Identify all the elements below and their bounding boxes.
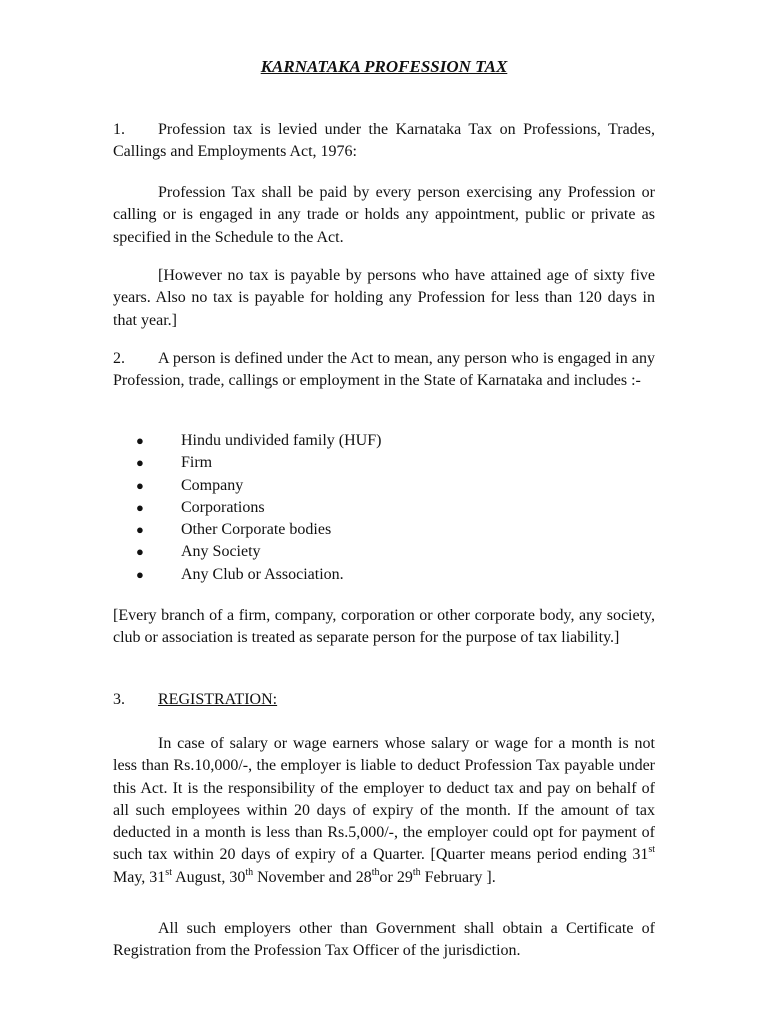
list-item-text: Firm — [181, 454, 213, 472]
date-day: 29 — [396, 868, 413, 886]
list-item — [113, 564, 655, 586]
date-day: 31 — [149, 868, 166, 886]
date-text: May, — [113, 868, 150, 886]
section-3 — [113, 689, 655, 711]
ordinal-suffix: th — [245, 866, 254, 878]
list-item-text: Company — [181, 476, 244, 494]
section-1-paragraph-2: [However no tax is payable by persons who have attained age of sixty five years. Also no tax is payable for holding any Profession for less than 120 days in that year.] — [113, 267, 655, 329]
list-item-text: Corporations — [181, 498, 265, 516]
bullet-icon: ● — [136, 566, 144, 582]
section-3-number: 3. — [113, 691, 125, 708]
date-day: 31 — [632, 846, 649, 864]
section-2-number: 2. — [113, 350, 125, 367]
date-text: August, — [171, 868, 230, 886]
bullet-icon: ● — [136, 522, 144, 538]
date-text: November and — [253, 868, 356, 886]
list-item-text: Any Club or Association. — [181, 565, 344, 583]
list-item — [113, 430, 655, 452]
bullet-icon: ● — [136, 544, 144, 560]
ordinal-suffix: th — [412, 866, 421, 878]
registration-text: In case of salary or wage earners whose salary or wage for a month is not less than Rs.10,000/-, the employer is liable to deduct Profession Tax payable under this Act. It is the responsibility of the employer to deduct tax and pay on behalf of all such employees within 20 days of expiry of the month. If the amount of tax deducted in a month is less than Rs.5,000/-, the employer could opt for payment of such tax within 20 days of expiry of a Quarter. [Quarter means period ending — [113, 735, 655, 864]
date-day: 30 — [229, 868, 246, 886]
document-title: KARNATAKA PROFESSION TAX — [260, 57, 508, 76]
date-text: February ]. — [420, 868, 496, 886]
ordinal-suffix: st — [165, 866, 172, 878]
section-1 — [113, 119, 655, 164]
ordinal-suffix: th — [371, 866, 380, 878]
list-item — [113, 497, 655, 519]
date-text: or — [379, 868, 397, 886]
list-item — [113, 519, 655, 541]
section-2-text: A person is defined under the Act to mean, any person who is engaged in any Profession, trade, callings or employment in the State of Karnataka and includes :- — [113, 350, 655, 390]
list-item — [113, 475, 655, 497]
section-3-heading: REGISTRATION: — [158, 691, 278, 708]
list-item-text: Hindu undivided family (HUF) — [181, 432, 382, 449]
entity-list — [113, 430, 655, 586]
list-item — [113, 541, 655, 563]
date-day: 28 — [355, 868, 372, 886]
list-item-text: Any Society — [181, 543, 261, 561]
ordinal-suffix: st — [648, 844, 655, 856]
section-1-paragraph-1: Profession Tax shall be paid by every person exercising any Profession or calling or is engaged in any trade or holds any appointment, public or private as specified in the Schedule to the Act. — [113, 184, 655, 246]
section-1-text: Profession tax is levied under the Karnataka Tax on Professions, Trades, Callings and Employments Act, 1976: — [113, 121, 655, 161]
section-2-note: [Every branch of a firm, company, corporation or other corporate body, any society, club or association is treated as separate person for the purpose of tax liability.] — [113, 607, 655, 647]
bullet-icon: ● — [136, 455, 144, 471]
bullet-icon: ● — [136, 477, 144, 493]
bullet-icon: ● — [136, 433, 144, 448]
bullet-icon: ● — [136, 499, 144, 515]
section-3-paragraph-1 — [113, 733, 655, 889]
list-item-text: Other Corporate bodies — [181, 521, 332, 539]
section-3-paragraph-2: All such employers other than Government shall obtain a Certificate of Registration from the Profession Tax Officer of the jurisdiction. — [113, 920, 655, 960]
list-item — [113, 452, 655, 474]
section-2 — [113, 348, 655, 393]
section-1-number: 1. — [113, 121, 125, 138]
